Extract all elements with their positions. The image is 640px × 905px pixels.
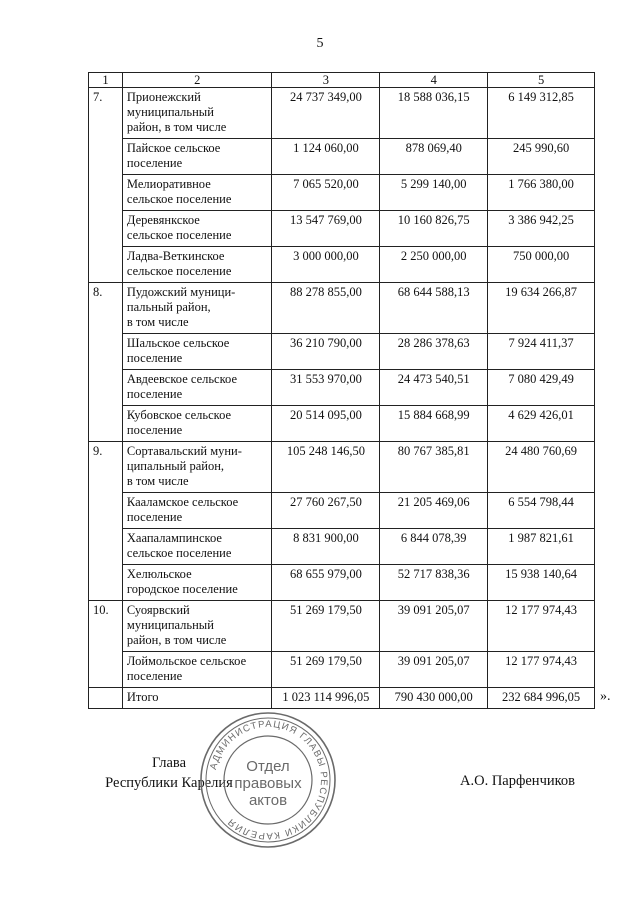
row-value-c3: 68 655 979,00 <box>272 565 380 601</box>
table-row <box>89 529 595 565</box>
table-row <box>89 601 595 652</box>
row-name-line: поселение <box>126 423 183 437</box>
row-name-cell <box>122 334 272 370</box>
row-index-cell <box>89 406 123 442</box>
row-value-c4: 10 160 826,75 <box>380 211 488 247</box>
row-value-c5: 4 629 426,01 <box>488 406 595 442</box>
page-number: 5 <box>316 36 324 51</box>
row-name-line: поселение <box>126 669 183 683</box>
row-value-c5: 1 987 821,61 <box>488 529 595 565</box>
row-value-c5: 15 938 140,64 <box>488 565 595 601</box>
row-index-cell <box>89 247 123 283</box>
table-row <box>89 247 595 283</box>
table-row <box>89 211 595 247</box>
row-name-line: Шальское сельское <box>126 336 230 350</box>
row-value-c4: 80 767 385,81 <box>380 442 488 493</box>
row-name-line: Прионежский <box>126 90 201 104</box>
row-value-c5: 7 080 429,49 <box>488 370 595 406</box>
row-name-line: сельское поселение <box>126 192 232 206</box>
row-name-cell <box>122 601 272 652</box>
row-value-c5: 7 924 411,37 <box>488 334 595 370</box>
row-value-c3: 31 553 970,00 <box>272 370 380 406</box>
total-col4: 790 430 000,00 <box>380 688 488 709</box>
row-name-cell <box>122 211 272 247</box>
row-name-line: сельское поселение <box>126 264 232 278</box>
official-stamp <box>198 710 338 850</box>
total-col5: 232 684 996,05 <box>488 688 595 709</box>
row-value-c3: 88 278 855,00 <box>272 283 380 334</box>
signatory-title-line1: Глава <box>151 755 187 771</box>
header-cell-5: 5 <box>488 73 595 88</box>
total-index-cell <box>89 688 123 709</box>
row-value-c3: 8 831 900,00 <box>272 529 380 565</box>
table-row <box>89 565 595 601</box>
row-name-line: сельское поселение <box>126 546 232 560</box>
row-index-cell <box>89 652 123 688</box>
row-name-line: Авдеевское сельское <box>126 372 237 386</box>
table-row <box>89 139 595 175</box>
row-value-c5: 6 554 798,44 <box>488 493 595 529</box>
row-value-c4: 5 299 140,00 <box>380 175 488 211</box>
row-value-c3: 51 269 179,50 <box>272 652 380 688</box>
row-name-line: в том числе <box>126 474 189 488</box>
row-index-cell: 10. <box>89 601 123 652</box>
row-name-line: Ладва-Веткинское <box>126 249 225 263</box>
signatory-name: А.О. Парфенчиков <box>460 773 576 789</box>
row-name-cell <box>122 529 272 565</box>
header-cell-4: 4 <box>380 73 488 88</box>
row-value-c5: 12 177 974,43 <box>488 601 595 652</box>
row-name-line: Пудожский муници- <box>126 285 236 299</box>
row-index-cell <box>89 529 123 565</box>
stamp-ring-text: АДМИНИСТРАЦИЯ ГЛАВЫ РЕСПУБЛИКИ КАРЕЛИЯ <box>208 718 330 842</box>
row-index-cell <box>89 175 123 211</box>
row-name-line: поселение <box>126 510 183 524</box>
total-row <box>89 688 595 709</box>
row-name-line: Хаапалампинское <box>126 531 222 545</box>
row-value-c4: 52 717 838,36 <box>380 565 488 601</box>
table-body <box>89 88 595 688</box>
row-index-cell <box>89 211 123 247</box>
row-value-c4: 21 205 469,06 <box>380 493 488 529</box>
table-row <box>89 283 595 334</box>
row-value-c4: 6 844 078,39 <box>380 529 488 565</box>
stamp-line-3: актов <box>248 792 288 809</box>
row-name-line: поселение <box>126 156 183 170</box>
row-value-c4: 68 644 588,13 <box>380 283 488 334</box>
signatory-title-line2: Республики Карелия <box>105 775 233 791</box>
row-value-c5: 750 000,00 <box>488 247 595 283</box>
table-row <box>89 652 595 688</box>
row-name-cell <box>122 283 272 334</box>
row-name-cell <box>122 493 272 529</box>
row-name-line: сельское поселение <box>126 228 232 242</box>
row-value-c3: 36 210 790,00 <box>272 334 380 370</box>
row-value-c5: 19 634 266,87 <box>488 283 595 334</box>
row-name-line: поселение <box>126 387 183 401</box>
budget-table <box>88 72 595 709</box>
row-value-c3: 105 248 146,50 <box>272 442 380 493</box>
row-value-c4: 15 884 668,99 <box>380 406 488 442</box>
row-value-c5: 24 480 760,69 <box>488 442 595 493</box>
row-value-c3: 24 737 349,00 <box>272 88 380 139</box>
row-name-cell <box>122 406 272 442</box>
row-name-line: Кааламское сельское <box>126 495 239 509</box>
row-value-c4: 878 069,40 <box>380 139 488 175</box>
row-index-cell <box>89 565 123 601</box>
row-name-line: Мелиоративное <box>126 177 211 191</box>
row-value-c5: 6 149 312,85 <box>488 88 595 139</box>
row-name-cell <box>122 247 272 283</box>
closing-quote: ». <box>600 689 611 704</box>
row-value-c5: 1 766 380,00 <box>488 175 595 211</box>
header-cell-1: 1 <box>89 73 123 88</box>
row-value-c4: 18 588 036,15 <box>380 88 488 139</box>
row-value-c3: 1 124 060,00 <box>272 139 380 175</box>
table-row <box>89 334 595 370</box>
row-name-line: поселение <box>126 351 183 365</box>
row-index-cell <box>89 139 123 175</box>
stamp-line-2: правовых <box>234 775 302 792</box>
table-row <box>89 88 595 139</box>
row-value-c5: 12 177 974,43 <box>488 652 595 688</box>
row-value-c3: 27 760 267,50 <box>272 493 380 529</box>
table-row <box>89 442 595 493</box>
row-name-line: Хелюльское <box>126 567 192 581</box>
row-name-line: Лоймольское сельское <box>126 654 247 668</box>
row-name-cell <box>122 565 272 601</box>
row-name-line: район, в том числе <box>126 120 227 134</box>
total-label: Итого <box>122 688 272 709</box>
row-name-line: городское поселение <box>126 582 238 596</box>
row-name-line: Деревянкское <box>126 213 200 227</box>
row-name-cell <box>122 370 272 406</box>
row-value-c3: 3 000 000,00 <box>272 247 380 283</box>
row-name-line: Сортавальский муни- <box>126 444 242 458</box>
row-value-c4: 28 286 378,63 <box>380 334 488 370</box>
row-name-cell <box>122 175 272 211</box>
row-name-line: муниципальный <box>126 105 214 119</box>
table-row <box>89 406 595 442</box>
row-index-cell <box>89 370 123 406</box>
row-name-cell <box>122 442 272 493</box>
row-name-line: Пайское сельское <box>126 141 221 155</box>
row-name-line: муниципальный <box>126 618 214 632</box>
table-row <box>89 370 595 406</box>
row-value-c3: 51 269 179,50 <box>272 601 380 652</box>
stamp-line-1: Отдел <box>246 758 290 775</box>
table-row <box>89 175 595 211</box>
row-index-cell: 7. <box>89 88 123 139</box>
header-cell-3: 3 <box>272 73 380 88</box>
row-value-c3: 7 065 520,00 <box>272 175 380 211</box>
row-value-c4: 39 091 205,07 <box>380 601 488 652</box>
header-row <box>89 73 595 88</box>
row-value-c5: 3 386 942,25 <box>488 211 595 247</box>
row-value-c5: 245 990,60 <box>488 139 595 175</box>
row-name-line: пальный район, <box>126 300 211 314</box>
row-name-line: Суоярвский <box>126 603 190 617</box>
row-index-cell: 8. <box>89 283 123 334</box>
row-index-cell: 9. <box>89 442 123 493</box>
row-name-cell <box>122 652 272 688</box>
row-name-line: ципальный район, <box>126 459 225 473</box>
row-index-cell <box>89 334 123 370</box>
row-value-c4: 39 091 205,07 <box>380 652 488 688</box>
row-index-cell <box>89 493 123 529</box>
row-value-c3: 13 547 769,00 <box>272 211 380 247</box>
table-row <box>89 493 595 529</box>
row-name-line: в том числе <box>126 315 189 329</box>
row-name-line: район, в том числе <box>126 633 227 647</box>
row-name-line: Кубовское сельское <box>126 408 232 422</box>
row-value-c4: 24 473 540,51 <box>380 370 488 406</box>
header-cell-2: 2 <box>122 73 272 88</box>
row-value-c4: 2 250 000,00 <box>380 247 488 283</box>
row-name-cell <box>122 139 272 175</box>
row-name-cell <box>122 88 272 139</box>
row-value-c3: 20 514 095,00 <box>272 406 380 442</box>
total-col3: 1 023 114 996,05 <box>272 688 380 709</box>
